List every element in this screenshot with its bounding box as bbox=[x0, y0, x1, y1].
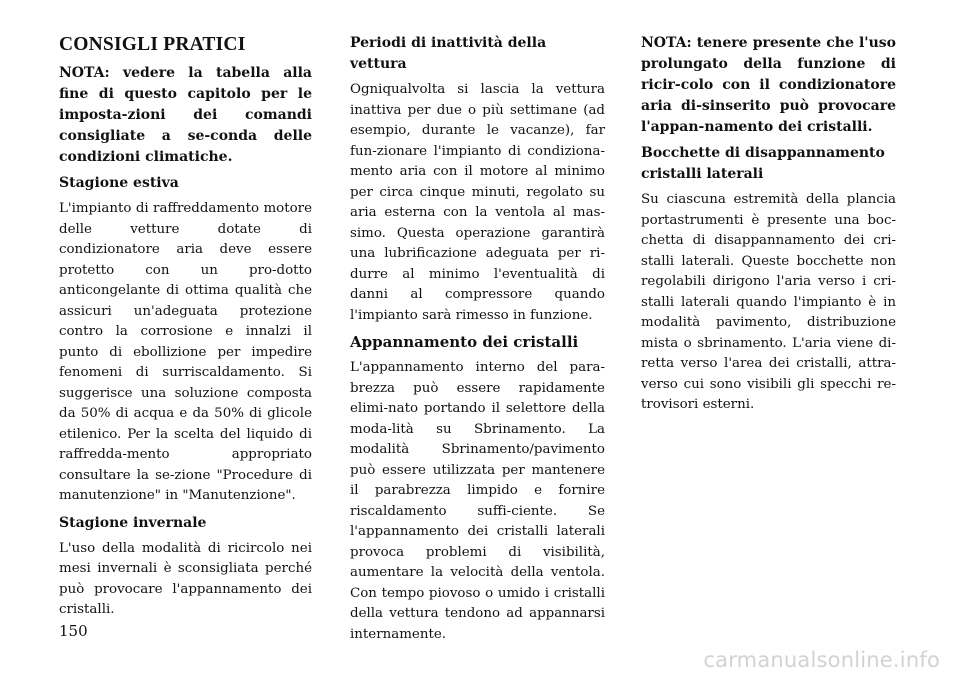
column-3 bbox=[641, 33, 896, 422]
column-1 bbox=[59, 33, 312, 627]
page-title: CONSIGLI PRATICI bbox=[59, 34, 246, 55]
paragraph-inactivity: Ogniqualvolta si lascia la vettura inattiva per due o più settimane (ad esempio, durante le vacanze), far fun-zionare l'impianto di condiziona-mento aria con il motore al minimo per circa cinque minuti, regolato su aria esterna con la ventola al mas-simo. Questa operazione garantirà una lubrificazione adeguata per ri-durre al minimo l'eventualità di danni al compressore quando l'impianto sarà rimesso in funzione. bbox=[350, 82, 605, 323]
heading-side-vents: Bocchette di disappannamento cristalli laterali bbox=[641, 145, 885, 182]
heading-fogging: Appannamento dei cristalli bbox=[350, 333, 579, 351]
paragraph-fogging: L'appannamento interno del para-brezza può essere rapidamente elimi-nato portando il selettore della moda-lità su Sbrinamento. La modalità Sbrinamento/pavimento può essere utilizzata per mantenere il parabrezza limpido e fornire riscaldamento suffi-ciente. Se l'appannamento dei cristalli laterali provoca problemi di visibilità, aumentare la velocità della ventola. Con tempo piovoso o umido i cristalli della vettura tendono ad appannarsi internamente. bbox=[350, 360, 605, 642]
watermark: carmanualsonline.info bbox=[703, 648, 940, 672]
note-settings-table: NOTA: vedere la tabella alla fine di questo capitolo per le imposta-zioni dei comandi consigliate a se-conda delle condizioni climatiche. bbox=[59, 65, 312, 165]
heading-inactivity: Periodi di inattività della vettura bbox=[350, 35, 547, 72]
heading-winter: Stagione invernale bbox=[59, 514, 207, 531]
note-recirculation: NOTA: tenere presente che l'uso prolungato della funzione di ricir-colo con il condizionatore aria di-sinserito può provocare l'appan-namento dei cristalli. bbox=[641, 35, 896, 135]
paragraph-summer: L'impianto di raffreddamento motore delle vetture dotate di condizionatore aria deve essere protetto con un pro-dotto anticongelante di ottima qualità che assicuri un'adeguata protezione contro la corrosione e innalzi il punto di ebollizione per impedire fenomeni di surriscaldamento. Si suggerisce una soluzione composta da 50% di acqua e da 50% di glicole etilenico. Per la scelta del liquido di raffredda-mento appropriato consultare la se-zione "Procedure di manutenzione" in "Manutenzione". bbox=[59, 201, 312, 503]
page-number: 150 bbox=[59, 622, 88, 640]
heading-summer: Stagione estiva bbox=[59, 175, 179, 191]
column-2 bbox=[350, 33, 605, 651]
paragraph-winter: L'uso della modalità di ricircolo nei mesi invernali è sconsigliata perché può provocare l'appannamento dei cristalli. bbox=[59, 540, 312, 617]
paragraph-side-vents: Su ciascuna estremità della plancia portastrumenti è presente una boc-chetta di disappannamento dei cri-stalli laterali. Queste bocchette non regolabili dirigono l'aria verso i cri-stalli laterali quando l'impianto è in modalità pavimento, distribuzione mista o sbrinamento. L'aria viene di-retta verso l'area dei cristalli, attra-verso cui sono visibili gli specchi re-trovisori esterni. bbox=[641, 192, 896, 412]
